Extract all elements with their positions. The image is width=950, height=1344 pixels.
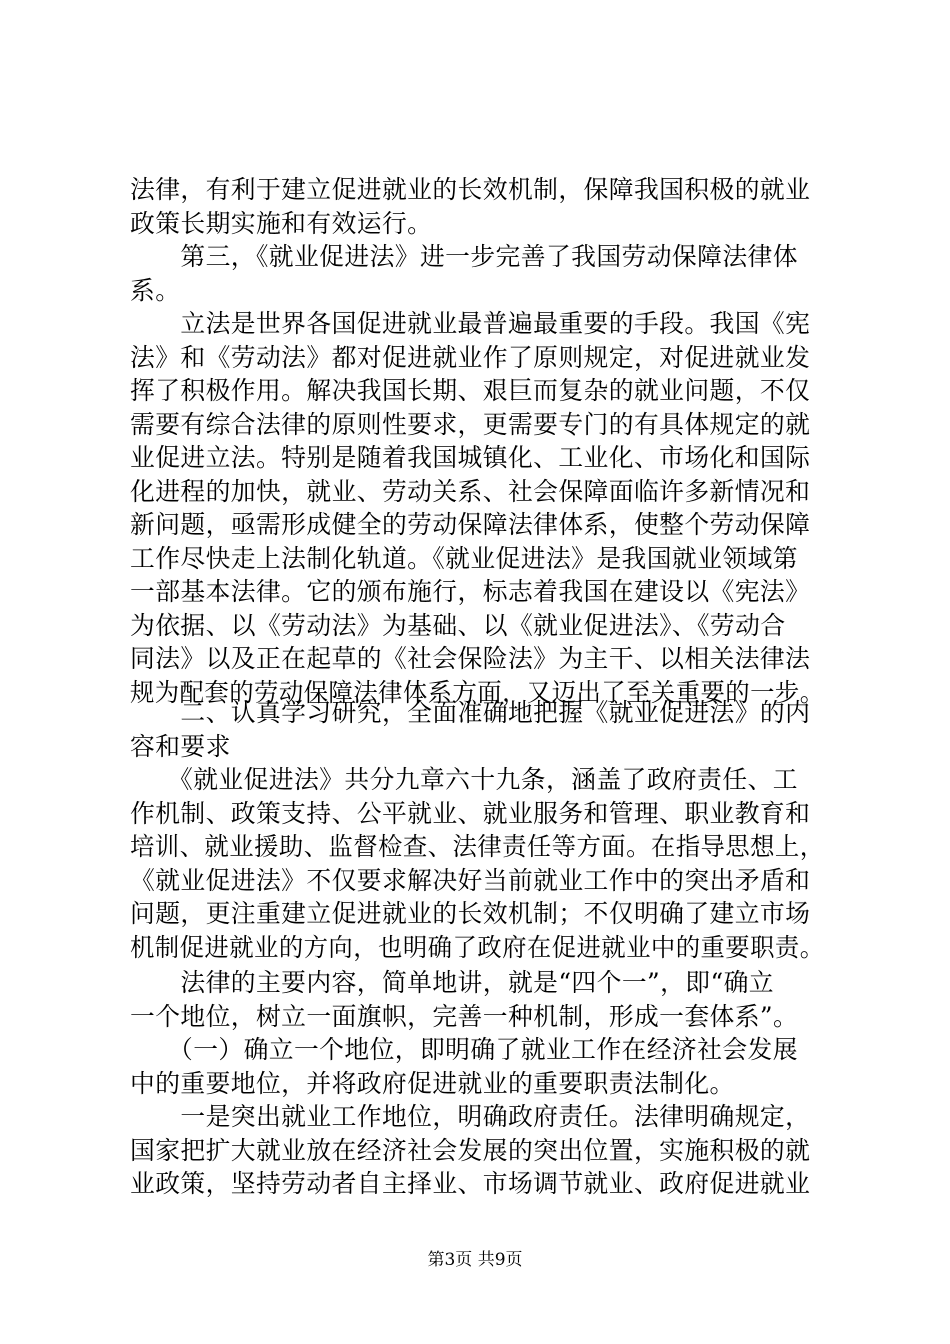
text-line: 一是突出就业工作地位，明确政府责任。法律明确规定， (130, 1102, 811, 1131)
text-line: 国家把扩大就业放在经济社会发展的突出位置，实施积极的就 (130, 1135, 811, 1165)
text-line: 立法是世界各国促进就业最普遍最重要的手段。我国《宪 (130, 309, 811, 338)
text-line: 系。 (130, 275, 181, 305)
text-line: 一部基本法律。它的颁布施行，标志着我国在建设以《宪法》 (130, 577, 811, 606)
text-line: 第三，《就业促进法》进一步完善了我国劳动保障法律体 (130, 242, 798, 271)
text-line: （一）确立一个地位，即明确了就业工作在经济社会发展 (130, 1035, 798, 1064)
section-heading-line: 容和要求 (130, 731, 231, 761)
text-line: 问题，更注重建立促进就业的长效机制；不仅明确了建立市场 (130, 899, 811, 928)
text-line: 同法》以及正在起草的《社会保险法》为主干、以相关法律法 (130, 644, 811, 673)
text-line: 新问题，亟需形成健全的劳动保障法律体系，使整个劳动保障 (130, 510, 811, 539)
section-heading-line: 二、认真学习研究，全面准确地把握《就业促进法》的内 (130, 698, 811, 727)
text-line: 规为配套的劳动保障法律体系方面，又迈出了至关重要的一步。 (130, 677, 825, 707)
text-line: 为依据、以《劳动法》为基础、以《就业促进法》、《劳动合 (130, 610, 786, 640)
text-line: 机制促进就业的方向，也明确了政府在促进就业中的重要职责。 (130, 932, 825, 962)
text-line: 法律的主要内容，简单地讲，就是“四个一”，即“确立 (130, 968, 774, 997)
paragraph-block-section2 (130, 696, 825, 964)
text-line: 《就业促进法》共分九章六十九条，涵盖了政府责任、工 (130, 765, 798, 794)
paragraph-block-top (130, 173, 825, 709)
text-line: 业政策，坚持劳动者自主择业、市场调节就业、政府促进就业 (130, 1169, 811, 1198)
text-line: 中的重要地位，并将政府促进就业的重要职责法制化。 (130, 1068, 735, 1098)
text-line: 业促进立法。特别是随着我国城镇化、工业化、市场化和国际 (130, 443, 811, 472)
text-line: 法律，有利于建立促进就业的长效机制，保障我国积极的就业 (130, 175, 811, 204)
page-number-label: 第3页 共9页 (427, 1250, 523, 1270)
text-line: 需要有综合法律的原则性要求，更需要专门的有具体规定的就 (130, 409, 811, 439)
page-footer (0, 1245, 950, 1270)
text-line: 《就业促进法》不仅要求解决好当前就业工作中的突出矛盾和 (130, 865, 811, 895)
text-line: 培训、就业援助、监督检查、法律责任等方面。在指导思想上， (130, 832, 825, 861)
text-line: 一个地位，树立一面旗帜，完善一种机制，形成一套体系”。 (130, 1001, 799, 1031)
text-line: 化进程的加快，就业、劳动关系、社会保障面临许多新情况和 (130, 476, 811, 506)
text-line: 法》和《劳动法》都对促进就业作了原则规定，对促进就业发 (130, 342, 811, 372)
text-line: 挥了积极作用。解决我国长期、艰巨而复杂的就业问题，不仅 (130, 376, 811, 405)
text-line: 工作尽快走上法制化轨道。《就业促进法》是我国就业领域第 (130, 543, 798, 573)
paragraph-block-section3 (130, 966, 825, 1201)
text-line: 作机制、政策支持、公平就业、就业服务和管理、职业教育和 (130, 798, 811, 828)
text-line: 政策长期实施和有效运行。 (130, 208, 433, 238)
